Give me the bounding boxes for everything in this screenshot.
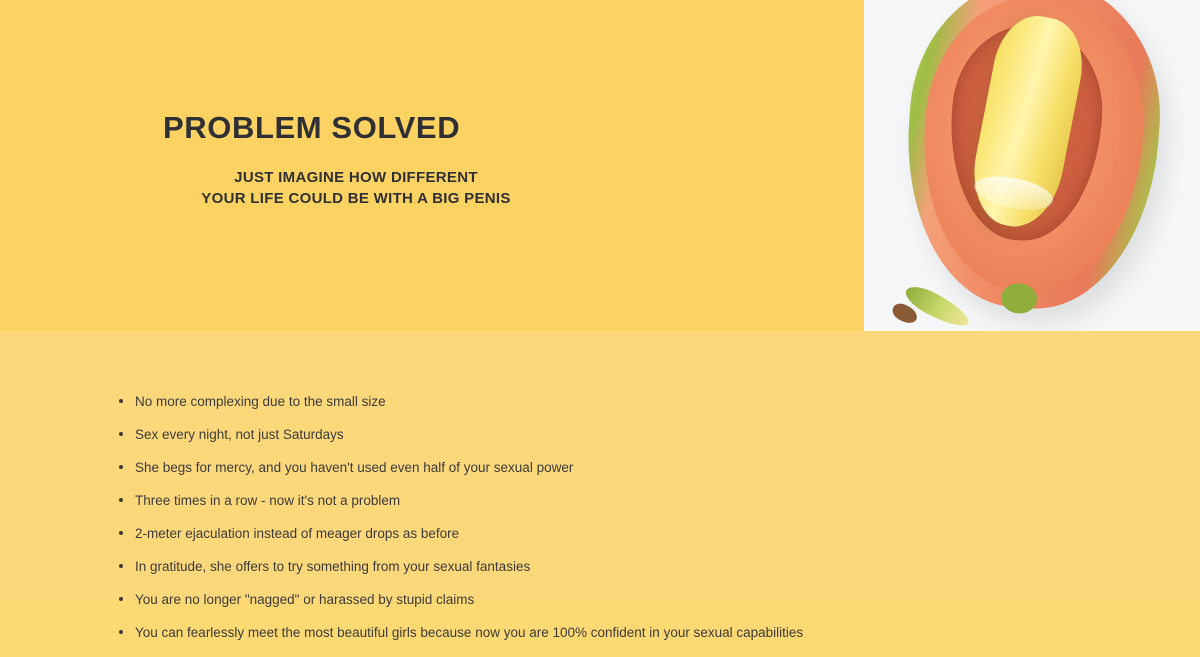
- list-item: Sex every night, not just Saturdays: [118, 426, 803, 443]
- hero-subheadline-line-2: YOUR LIFE COULD BE WITH A BIG PENIS: [201, 190, 511, 207]
- list-item: You are no longer "nagged" or harassed by stupid claims: [118, 591, 803, 608]
- benefits-list: [118, 393, 803, 657]
- page-title: PROBLEM SOLVED: [163, 110, 461, 145]
- hero-subheadline: [146, 167, 566, 209]
- hero-subheadline-line-1: JUST IMAGINE HOW DIFFERENT: [234, 169, 478, 186]
- banana-stem: [901, 281, 973, 331]
- papaya-shape: [897, 0, 1169, 316]
- list-item: Three times in a row - now it's not a problem: [118, 492, 803, 509]
- banana-highlight: [971, 171, 1055, 216]
- list-item: You can fearlessly meet the most beautiful girls because now you are 100% confident in your sexual capabilities: [118, 624, 803, 641]
- list-item: No more complexing due to the small size: [118, 393, 803, 410]
- benefits-section: [0, 331, 1200, 640]
- list-item: She begs for mercy, and you haven't used even half of your sexual power: [118, 459, 803, 476]
- list-item: 2-meter ejaculation instead of meager drops as before: [118, 525, 803, 542]
- list-item: In gratitude, she offers to try something from your sexual fantasies: [118, 558, 803, 575]
- hero-text-block: [0, 0, 864, 331]
- product-photo: [864, 0, 1200, 331]
